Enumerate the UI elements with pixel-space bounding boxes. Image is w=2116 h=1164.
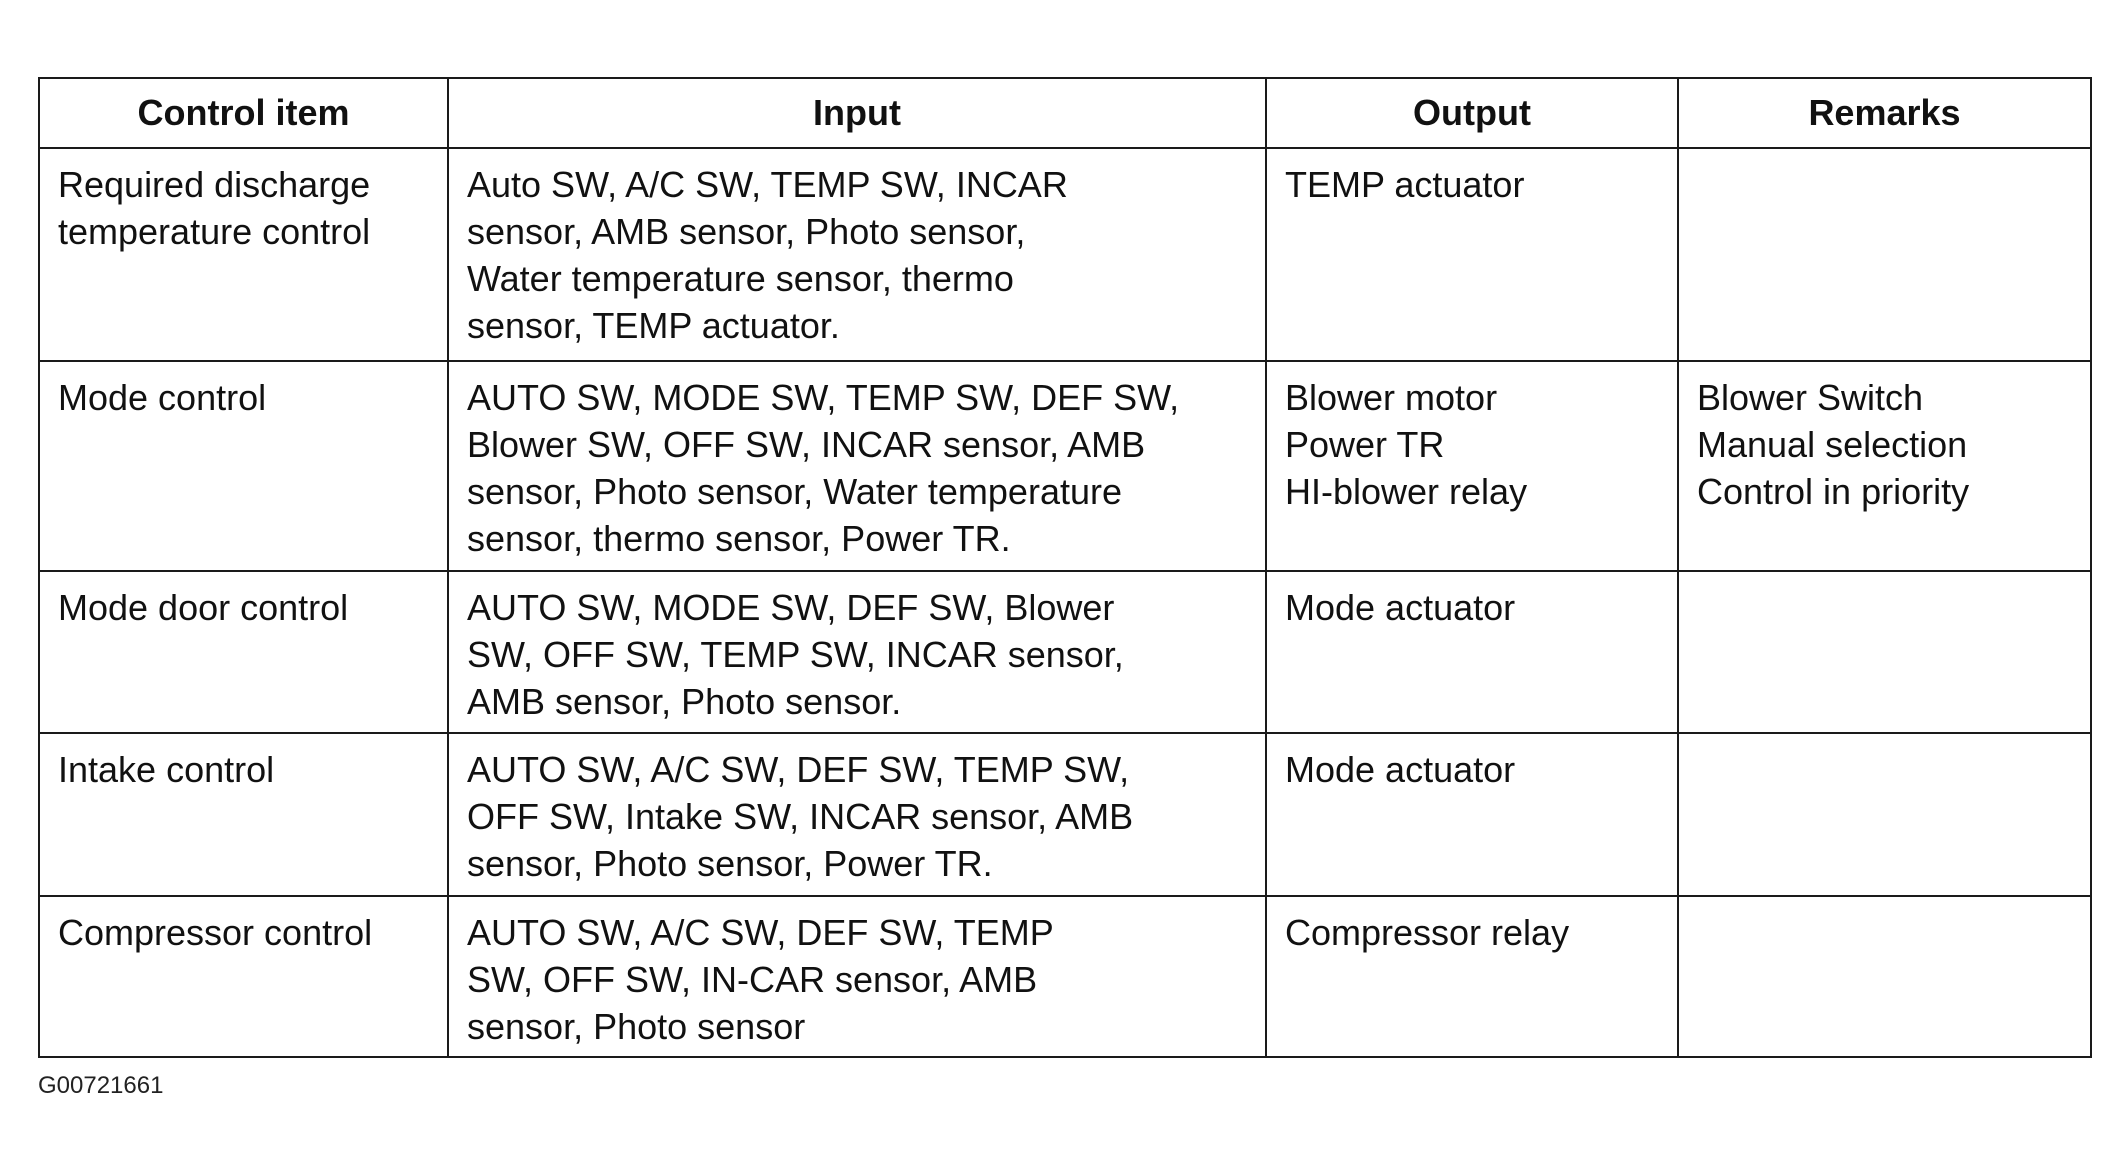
cell-control-item: Required discharge temperature control	[39, 148, 448, 361]
table-header	[39, 78, 2091, 148]
cell-control-item: Mode control	[39, 361, 448, 571]
header-control-item: Control item	[39, 78, 448, 148]
cell-input: AUTO SW, MODE SW, TEMP SW, DEF SW, Blower SW, OFF SW, INCAR sensor, AMB sensor, Photo sensor, Water temperature sensor, thermo sensor, Power TR.	[448, 361, 1266, 571]
cell-remarks	[1678, 733, 2091, 896]
cell-remarks	[1678, 571, 2091, 733]
cell-remarks: Blower Switch Manual selection Control in priority	[1678, 361, 2091, 571]
table-row	[39, 896, 2091, 1057]
cell-remarks	[1678, 896, 2091, 1057]
cell-control-item: Mode door control	[39, 571, 448, 733]
table-body	[39, 148, 2091, 1057]
header-output: Output	[1266, 78, 1678, 148]
cell-control-item: Intake control	[39, 733, 448, 896]
cell-output: Compressor relay	[1266, 896, 1678, 1057]
control-table	[38, 77, 2092, 1058]
cell-output: Blower motor Power TR HI-blower relay	[1266, 361, 1678, 571]
table-row	[39, 733, 2091, 896]
header-input: Input	[448, 78, 1266, 148]
cell-output: Mode actuator	[1266, 571, 1678, 733]
table-row	[39, 148, 2091, 361]
header-remarks: Remarks	[1678, 78, 2091, 148]
header-row	[39, 78, 2091, 148]
cell-input: AUTO SW, MODE SW, DEF SW, Blower SW, OFF SW, TEMP SW, INCAR sensor, AMB sensor, Photo sensor.	[448, 571, 1266, 733]
cell-input: AUTO SW, A/C SW, DEF SW, TEMP SW, OFF SW, Intake SW, INCAR sensor, AMB sensor, Photo sensor, Power TR.	[448, 733, 1266, 896]
cell-control-item: Compressor control	[39, 896, 448, 1057]
table-row	[39, 361, 2091, 571]
cell-remarks	[1678, 148, 2091, 361]
cell-output: Mode actuator	[1266, 733, 1678, 896]
cell-input: Auto SW, A/C SW, TEMP SW, INCAR sensor, AMB sensor, Photo sensor, Water temperature sensor, thermo sensor, TEMP actuator.	[448, 148, 1266, 361]
figure-id: G00721661	[38, 1072, 164, 1099]
cell-input: AUTO SW, A/C SW, DEF SW, TEMP SW, OFF SW, IN-CAR sensor, AMB sensor, Photo sensor	[448, 896, 1266, 1057]
cell-output: TEMP actuator	[1266, 148, 1678, 361]
table-row	[39, 571, 2091, 733]
